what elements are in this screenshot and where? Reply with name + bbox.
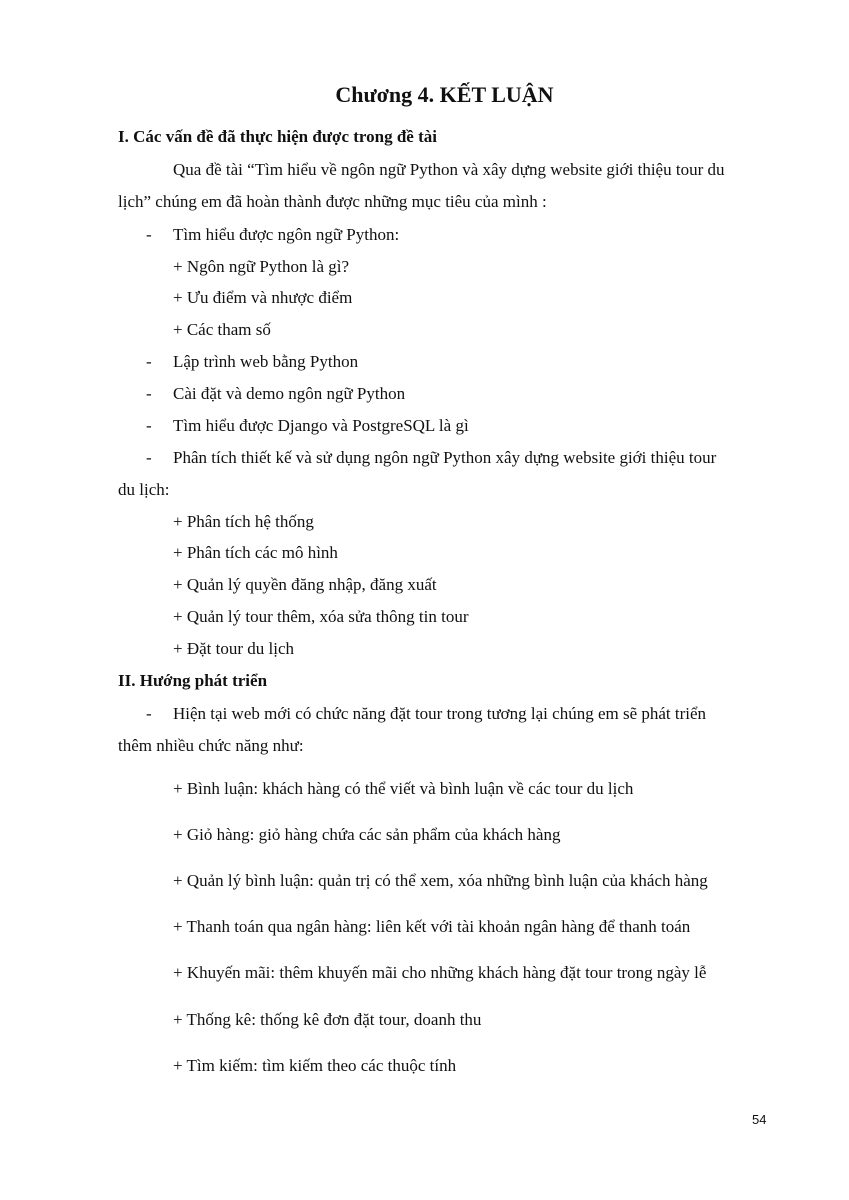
bullet-item: Cài đặt và demo ngôn ngữ Python (173, 384, 406, 403)
bullet-item: Tìm hiểu được Django và PostgreSQL là gì (173, 416, 469, 435)
bullet-item: Hiện tại web mới có chức năng đặt tour trong tương lại chúng em sẽ phát triển (173, 704, 707, 723)
feature-item: + Thống kê: thống kê đơn đặt tour, doanh thu (173, 1010, 482, 1029)
feature-item: + Tìm kiếm: tìm kiếm theo các thuộc tính (173, 1056, 457, 1075)
feature-item: + Bình luận: khách hàng có thể viết và bình luận về các tour du lịch (173, 779, 634, 798)
bullet-item: Lập trình web bằng Python (173, 352, 359, 371)
intro-line-1: Qua đề tài “Tìm hiểu về ngôn ngữ Python và xây dựng website giới thiệu tour du (173, 160, 725, 179)
sub-item: + Phân tích các mô hình (173, 543, 338, 562)
feature-item: + Giỏ hàng: giỏ hàng chứa các sản phẩm của khách hàng (173, 825, 561, 844)
sub-item: + Phân tích hệ thống (173, 512, 314, 531)
page-number: 54 (752, 1112, 767, 1127)
feature-item: + Quản lý bình luận: quản trị có thể xem, xóa những bình luận của khách hàng (173, 871, 708, 890)
bullet-dash: - (146, 704, 152, 723)
bullet-dash: - (146, 416, 152, 435)
chapter-title: Chương 4. KẾT LUẬN (335, 82, 554, 107)
section1-heading: I. Các vấn đề đã thực hiện được trong đề tài (118, 127, 437, 146)
bullet-dash: - (146, 225, 152, 244)
bullet-continuation: thêm nhiều chức năng như: (118, 736, 304, 755)
bullet-item: Phân tích thiết kế và sử dụng ngôn ngữ Python xây dựng website giới thiệu tour (173, 448, 717, 467)
sub-item: + Quản lý quyền đăng nhập, đăng xuất (173, 575, 437, 594)
sub-item: + Đặt tour du lịch (173, 639, 295, 658)
bullet-dash: - (146, 352, 152, 371)
sub-item: + Các tham số (173, 320, 271, 339)
intro-line-2: lịch” chúng em đã hoàn thành được những mục tiêu của mình : (118, 192, 547, 211)
feature-item: + Khuyến mãi: thêm khuyến mãi cho những khách hàng đặt tour trong ngày lễ (173, 963, 707, 982)
bullet-continuation: du lịch: (118, 480, 170, 499)
section2-heading: II. Hướng phát triển (118, 671, 268, 690)
bullet-item: Tìm hiểu được ngôn ngữ Python: (173, 225, 400, 244)
sub-item: + Quản lý tour thêm, xóa sửa thông tin tour (173, 607, 469, 626)
feature-item: + Thanh toán qua ngân hàng: liên kết với tài khoản ngân hàng để thanh toán (173, 917, 691, 936)
bullet-dash: - (146, 448, 152, 467)
sub-item: + Ngôn ngữ Python là gì? (173, 257, 350, 276)
bullet-dash: - (146, 384, 152, 403)
sub-item: + Ưu điểm và nhược điểm (173, 288, 353, 307)
